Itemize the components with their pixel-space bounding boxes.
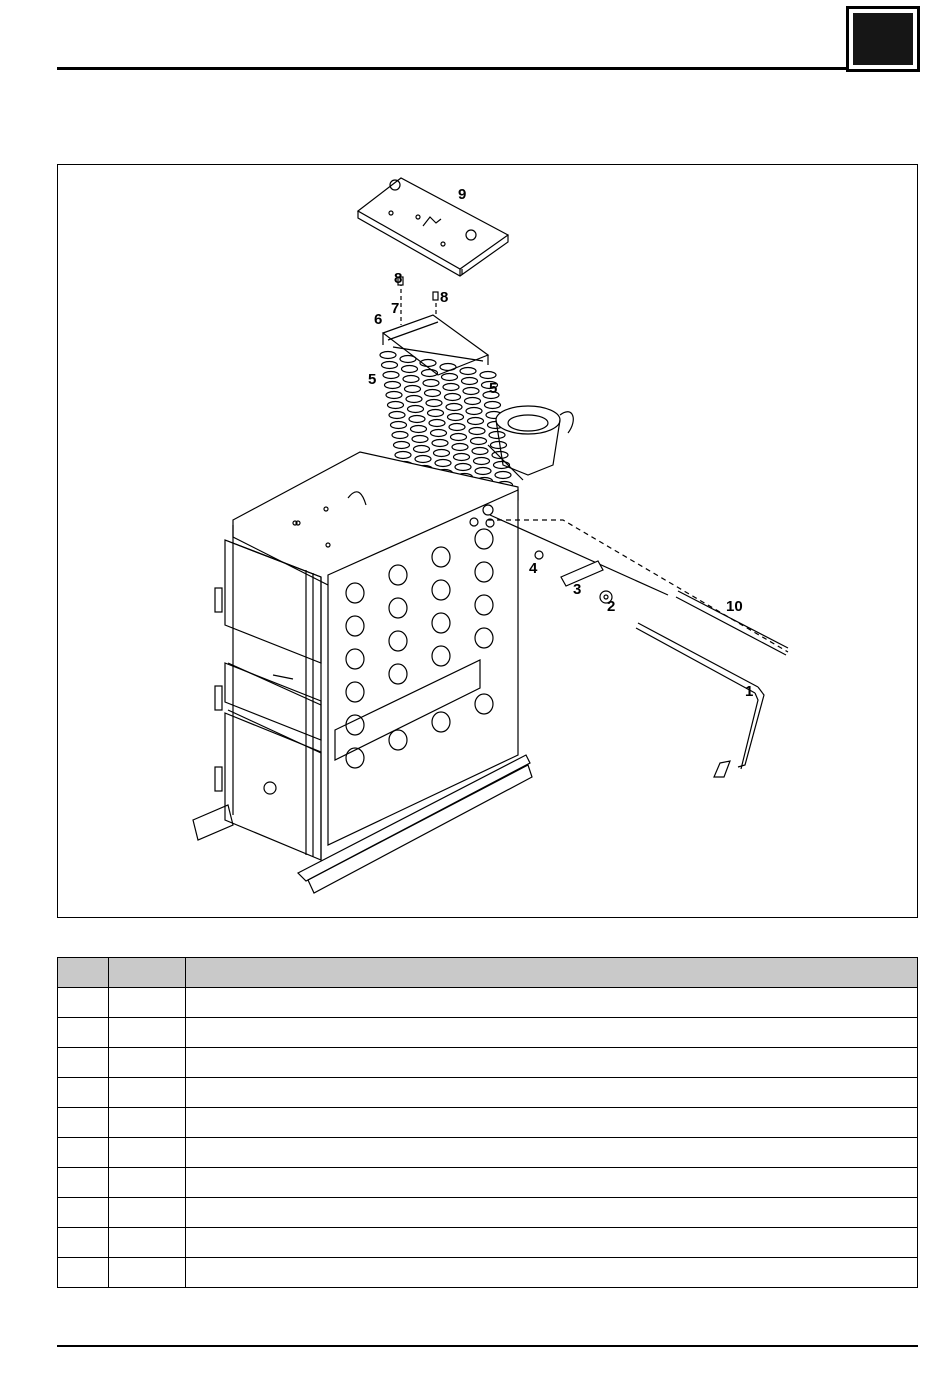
table-cell bbox=[58, 1198, 109, 1228]
table-row bbox=[58, 1168, 918, 1198]
callout-10: 10 bbox=[726, 598, 743, 615]
table-cell bbox=[186, 1168, 918, 1198]
table-cell bbox=[109, 1108, 186, 1138]
spring-coil bbox=[475, 468, 491, 475]
spring-coil bbox=[414, 446, 430, 453]
spring-coil bbox=[392, 432, 408, 439]
spring-coil bbox=[480, 372, 496, 379]
spring-coil bbox=[385, 382, 401, 389]
spring-coil bbox=[468, 418, 484, 425]
callout-1: 1 bbox=[745, 683, 754, 700]
callout-7: 7 bbox=[391, 300, 400, 317]
table-cell bbox=[186, 1078, 918, 1108]
spring-coil bbox=[443, 384, 459, 391]
spring-coil bbox=[448, 414, 464, 421]
spring-coil bbox=[460, 368, 476, 375]
table-cell bbox=[109, 1228, 186, 1258]
table-cell bbox=[186, 1108, 918, 1138]
table-cell bbox=[109, 1078, 186, 1108]
spring-coil bbox=[403, 376, 419, 383]
table-row bbox=[58, 988, 918, 1018]
table-cell bbox=[186, 1018, 918, 1048]
table-row bbox=[58, 1258, 918, 1288]
parts-table bbox=[57, 957, 918, 1288]
boiler-body bbox=[193, 452, 532, 893]
table-cell bbox=[109, 1138, 186, 1168]
spring-coil bbox=[426, 400, 442, 407]
spring-coil bbox=[409, 416, 425, 423]
header-cell bbox=[186, 958, 918, 988]
spring-coil bbox=[445, 394, 461, 401]
callout-2: 2 bbox=[607, 598, 616, 615]
spring-coil bbox=[391, 422, 407, 429]
spring-coil bbox=[449, 424, 465, 431]
table-cell bbox=[58, 1138, 109, 1168]
spring-coil bbox=[395, 452, 411, 459]
spring-coil bbox=[423, 380, 439, 387]
spring-coil bbox=[400, 356, 416, 363]
spring-coil bbox=[474, 458, 490, 465]
header-rule bbox=[57, 67, 847, 70]
spring-coil bbox=[388, 402, 404, 409]
spring-coil bbox=[485, 402, 501, 409]
table-cell bbox=[58, 1078, 109, 1108]
spring-coil bbox=[462, 378, 478, 385]
spring-coil bbox=[472, 448, 488, 455]
spring-coil bbox=[495, 472, 511, 479]
callout-9: 9 bbox=[458, 186, 467, 203]
spring-coil bbox=[452, 444, 468, 451]
callout-8-left: 8 bbox=[394, 270, 403, 287]
turbulator-frame bbox=[383, 315, 488, 375]
table-row bbox=[58, 1018, 918, 1048]
spring-coil bbox=[434, 450, 450, 457]
table-row bbox=[58, 1048, 918, 1078]
table-row bbox=[58, 1198, 918, 1228]
table-row bbox=[58, 1228, 918, 1258]
table-cell bbox=[58, 1018, 109, 1048]
table-row bbox=[58, 1078, 918, 1108]
callout-6: 6 bbox=[374, 311, 383, 328]
table-cell bbox=[109, 1168, 186, 1198]
table-cell bbox=[186, 1198, 918, 1228]
header-cell bbox=[58, 958, 109, 988]
callout-8-right: 8 bbox=[440, 289, 449, 306]
spring-coil bbox=[382, 362, 398, 369]
table-cell bbox=[186, 1228, 918, 1258]
spring-coil bbox=[425, 390, 441, 397]
spring-coil bbox=[386, 392, 402, 399]
spring-coil bbox=[406, 396, 422, 403]
spring-coil bbox=[471, 438, 487, 445]
chapter-tab-fill bbox=[853, 13, 913, 65]
table-cell bbox=[186, 1138, 918, 1168]
spring-coil bbox=[428, 410, 444, 417]
spring-coil bbox=[402, 366, 418, 373]
chapter-tab bbox=[846, 6, 920, 72]
table-cell bbox=[186, 988, 918, 1018]
spring-coil bbox=[494, 462, 510, 469]
spring-coil bbox=[466, 408, 482, 415]
spring-coil bbox=[489, 432, 505, 439]
exploded-view-figure bbox=[57, 164, 918, 918]
table-row bbox=[58, 1138, 918, 1168]
spring-coil bbox=[435, 460, 451, 467]
spring-coil bbox=[446, 404, 462, 411]
spring-coil bbox=[408, 406, 424, 413]
table-cell bbox=[58, 1048, 109, 1078]
table-cell bbox=[58, 1258, 109, 1288]
spring-coil bbox=[465, 398, 481, 405]
spring-coil bbox=[491, 442, 507, 449]
callout-3: 3 bbox=[573, 581, 582, 598]
table-cell bbox=[58, 988, 109, 1018]
table-cell bbox=[58, 1108, 109, 1138]
spring-coil bbox=[454, 454, 470, 461]
spring-coil bbox=[455, 464, 471, 471]
spring-coil bbox=[415, 456, 431, 463]
spring-coil bbox=[432, 440, 448, 447]
header-cell bbox=[109, 958, 186, 988]
spring-coil bbox=[380, 352, 396, 359]
table-cell bbox=[109, 1048, 186, 1078]
spring-coil bbox=[469, 428, 485, 435]
spring-coil bbox=[431, 430, 447, 437]
footer-rule bbox=[57, 1345, 918, 1347]
spring-coil bbox=[442, 374, 458, 381]
table-cell bbox=[109, 988, 186, 1018]
table-cell bbox=[58, 1228, 109, 1258]
spring-coil bbox=[429, 420, 445, 427]
spring-coil bbox=[383, 372, 399, 379]
table-cell bbox=[58, 1168, 109, 1198]
callout-5-left: 5 bbox=[368, 371, 377, 388]
table-row bbox=[58, 1108, 918, 1138]
spring-coil bbox=[463, 388, 479, 395]
spring-coil bbox=[389, 412, 405, 419]
spring-coil bbox=[405, 386, 421, 393]
callout-5-right: 5 bbox=[489, 380, 498, 397]
spring-coil bbox=[451, 434, 467, 441]
callout-4: 4 bbox=[529, 560, 538, 577]
boiler-drawing bbox=[58, 165, 917, 917]
table-cell bbox=[186, 1048, 918, 1078]
spring-coil bbox=[412, 436, 428, 443]
table-header-row bbox=[58, 958, 918, 988]
table-cell bbox=[109, 1198, 186, 1228]
table-cell bbox=[109, 1258, 186, 1288]
spring-coil bbox=[394, 442, 410, 449]
lid-part-9 bbox=[358, 178, 508, 276]
table-cell bbox=[109, 1018, 186, 1048]
table-cell bbox=[186, 1258, 918, 1288]
spring-coil bbox=[411, 426, 427, 433]
